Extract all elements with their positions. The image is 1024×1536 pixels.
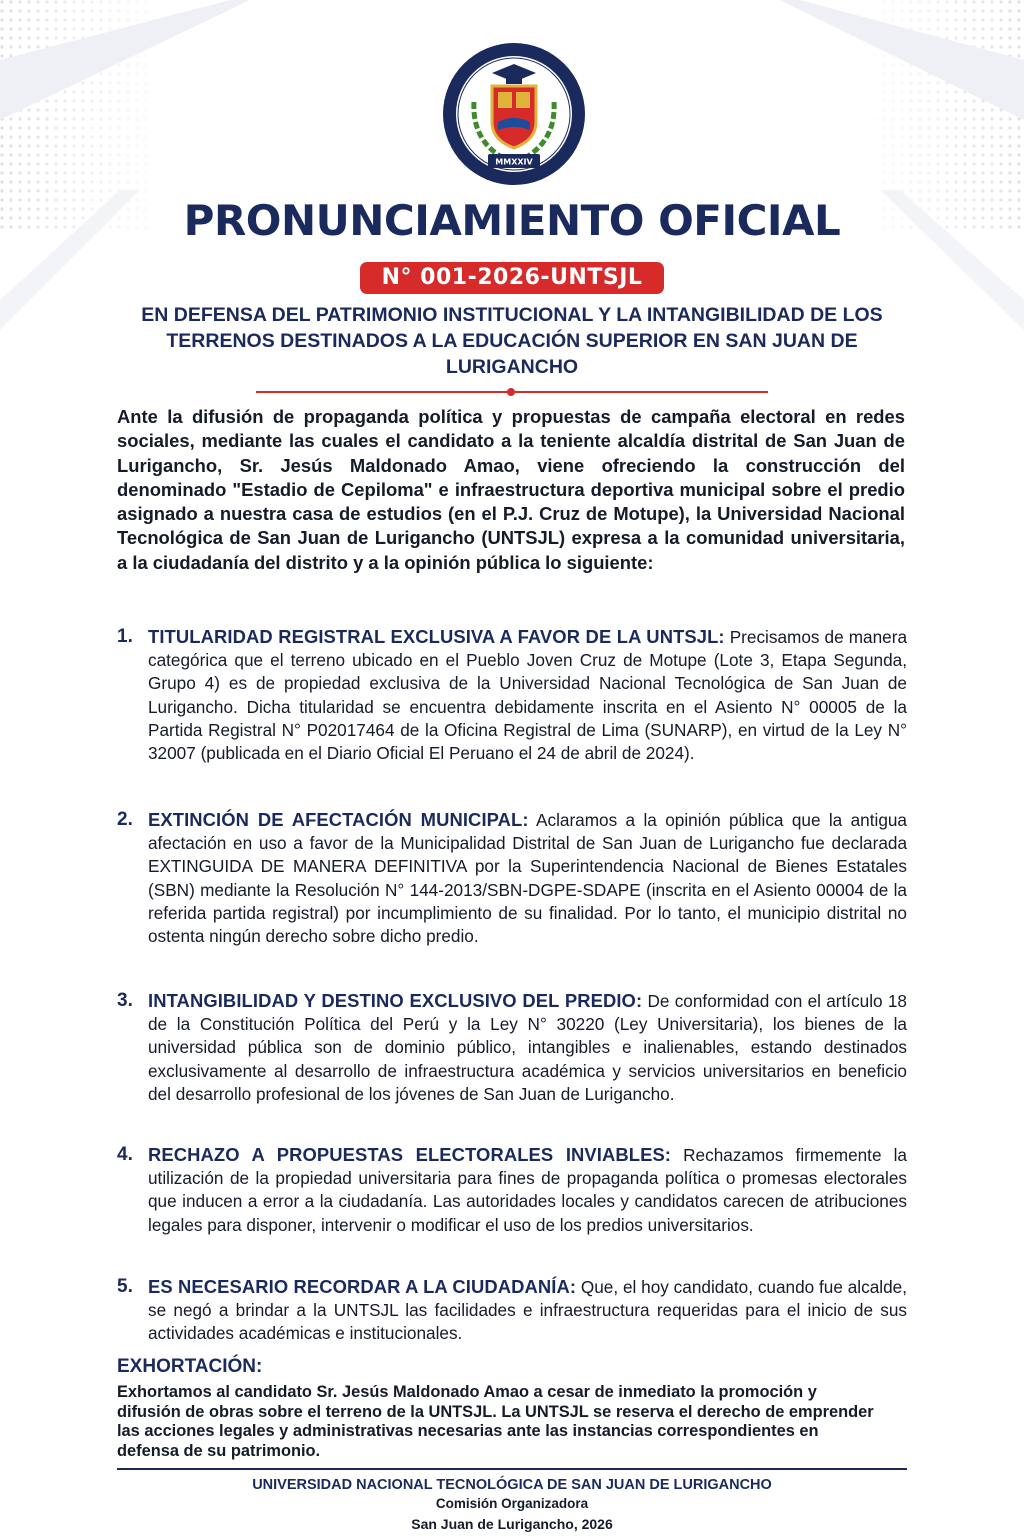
point-body [148, 808, 907, 948]
point-heading: TITULARIDAD REGISTRAL EXCLUSIVA A FAVOR DE LA UNTSJL: [148, 626, 725, 647]
point-1 [117, 625, 907, 765]
pronouncement-number-badge-wrap [0, 262, 1024, 294]
footer-divider [117, 1468, 907, 1470]
point-3 [117, 989, 907, 1106]
point-number: 5. [117, 1276, 133, 1297]
point-2 [117, 808, 907, 948]
page-subtitle: EN DEFENSA DEL PATRIMONIO INSTITUCIONAL Y LA INTANGIBILIDAD DE LOS TERRENOS DESTINADOS A LA EDUCACIÓN SUPERIOR EN SAN JUAN DE LURIGANCHO [141, 304, 883, 378]
point-text: De conformidad con el artículo 18 de la Constitución Política del Perú y la Ley N° 30220 (Ley Universitaria), los bienes de la universidad pública son de dominio público, intangibles e inalienables, estando destinados exclusivamente al desarrollo de infraestructura académica y servicios universitarios en beneficio del desarrollo profesional de los jóvenes de San Juan de Lurigancho. [148, 991, 907, 1104]
exhortation-title: EXHORTACIÓN: [117, 1356, 263, 1377]
divider-dot [507, 388, 515, 396]
point-number: 4. [117, 1144, 133, 1165]
point-body [148, 625, 907, 765]
footer-university-name: UNIVERSIDAD NACIONAL TECNOLÓGICA DE SAN JUAN DE LURIGANCHO [252, 1477, 772, 1493]
page-title: PRONUNCIAMIENTO OFICIAL [183, 196, 841, 245]
point-number: 1. [117, 626, 133, 647]
point-heading: INTANGIBILIDAD Y DESTINO EXCLUSIVO DEL PREDIO: [148, 990, 643, 1011]
point-body [148, 1143, 907, 1237]
point-text: Que, el hoy candidato, cuando fue alcalde, se negó a brindar a la UNTSJL las facilidades e infraestructura requeridas para el inicio de sus actividades académicas e institucionales. [148, 1277, 907, 1344]
university-seal-icon [442, 42, 586, 186]
point-heading: ES NECESARIO RECORDAR A LA CIUDADANÍA: [148, 1276, 577, 1297]
point-text: Precisamos de manera categórica que el terreno ubicado en el Pueblo Joven Cruz de Motupe (Lote 3, Etapa Segunda, Grupo 4) es de propiedad exclusiva de la Universidad Nacional Tecnológica de San Juan de Lurigancho. Dicha titularidad se encuentra debidamente inscrita en el Asiento N° 00005 de la Partida Registral N° P02017464 de la Oficina Registral de Lima (SUNARP), en virtud de la Ley N° 32007 (publicada en el Diario Oficial El Peruano el 24 de abril de 2024). [148, 627, 907, 764]
point-4 [117, 1143, 907, 1237]
point-heading: RECHAZO A PROPUESTAS ELECTORALES INVIABLES: [148, 1144, 672, 1165]
title-divider [256, 386, 768, 398]
intro-paragraph: Ante la difusión de propaganda política y propuestas de campaña electoral en redes sociales, mediante las cuales el candidato a la teniente alcaldía distrital de San Juan de Lurigancho, Sr. Jesús Maldonado Amao, viene ofreciendo la construcción del denominado "Estadio de Cepiloma" e infraestructura deportiva municipal sobre el predio asignado a nuestra casa de estudios (en el P.J. Cruz de Motupe), la Universidad Nacional Tecnológica de San Juan de Lurigancho (UNTSJL) expresa a la comunidad universitaria, a la ciudadanía del distrito y a la opinión pública lo siguiente: [117, 406, 905, 573]
point-number: 2. [117, 809, 133, 830]
seal-year: MMXXIV [495, 157, 533, 167]
point-text: Aclaramos a la opinión pública que la antigua afectación en uso a favor de la Municipalidad Distrital de San Juan de Lurigancho fue declarada EXTINGUIDA DE MANERA DEFINITIVA por la Superintendencia Nacional de Bienes Estatales (SBN) mediante la Resolución N° 144-2013/SBN-DGPE-SDAPE (inscrita en el Asiento 00004 de la referida partida registral) por incumplimiento de su finalidad. Por lo tanto, el municipio distrital no ostenta ningún derecho sobre dicho predio. [148, 810, 907, 947]
point-body [148, 1275, 907, 1346]
pronouncement-number-badge: N° 001-2026-UNTSJL [360, 262, 665, 294]
point-heading: EXTINCIÓN DE AFECTACIÓN MUNICIPAL: [148, 809, 529, 830]
exhortation-text: Exhortamos al candidato Sr. Jesús Maldonado Amao a cesar de inmediato la promoción y difusión de obras sobre el terreno de la UNTSJL. La UNTSJL se reserva el derecho de emprender las acciones legales y administrativas necesarias ante las instancias correspondientes en defensa de su patrimonio. [117, 1383, 874, 1460]
footer-commission: Comisión Organizadora [435, 1496, 589, 1511]
footer-place-date: San Juan de Lurigancho, 2026 [411, 1516, 613, 1532]
point-number: 3. [117, 990, 133, 1011]
point-text: Rechazamos firmemente la utilización de la propiedad universitaria para fines de propaganda política o promesas electorales que inducen a error a la ciudadanía. Las autoridades locales y candidatos carecen de atribuciones legales para disponer, intervenir o modificar el uso de los predios universitarios. [148, 1145, 907, 1235]
point-body [148, 989, 907, 1106]
point-5 [117, 1275, 907, 1346]
